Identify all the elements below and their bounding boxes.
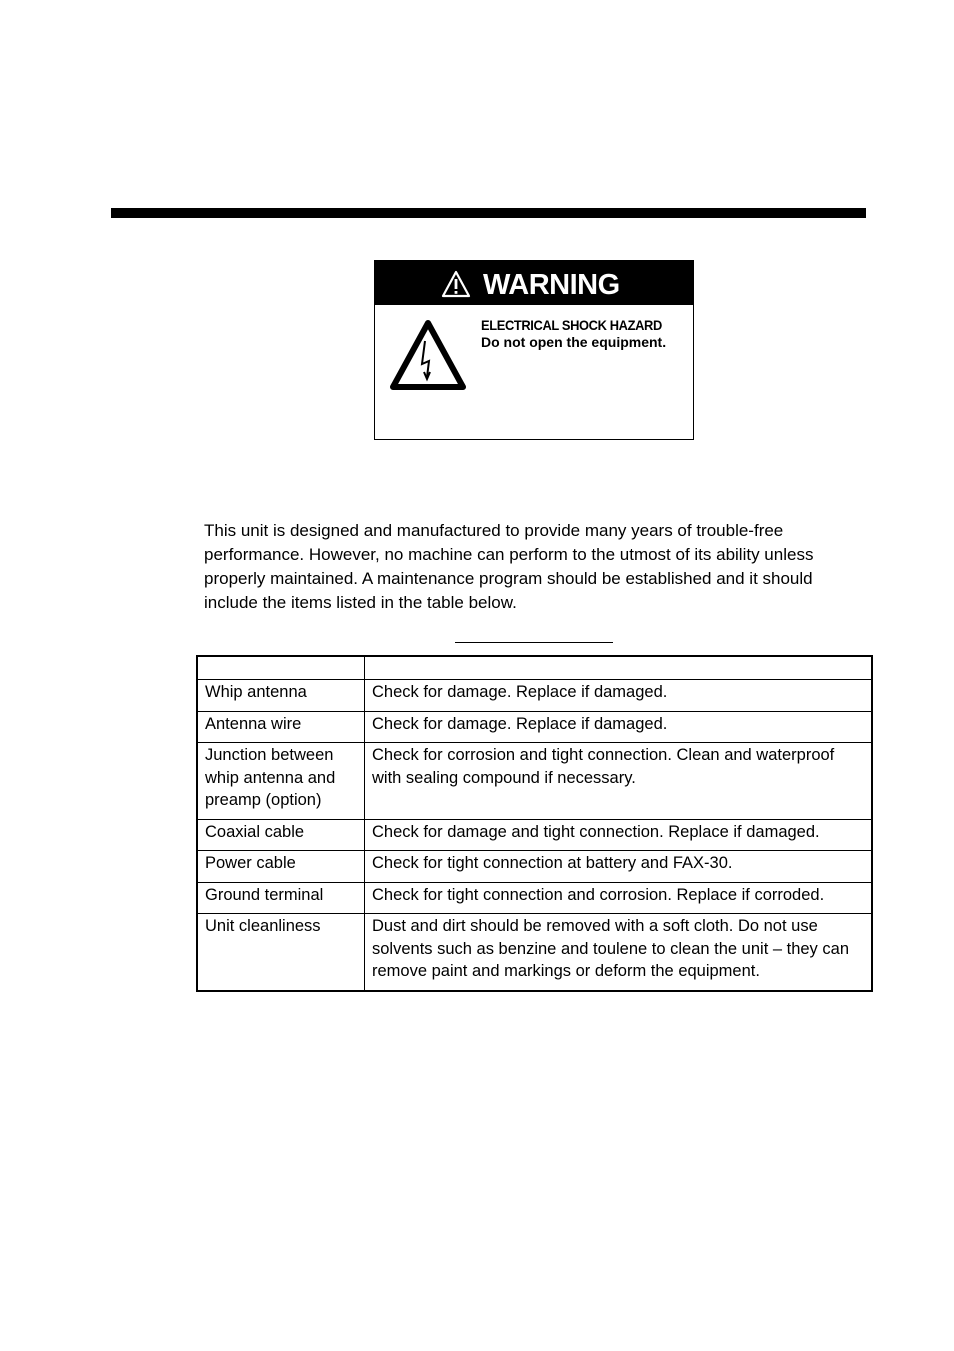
warning-message-body: Do not open the equipment. [481, 334, 667, 350]
table-row [197, 680, 872, 712]
table-cell-item: Power cable [197, 851, 365, 883]
table-row [197, 743, 872, 820]
table-row [197, 914, 872, 991]
table-cell-action: Check for damage. Replace if damaged. [365, 680, 873, 712]
warning-header [375, 261, 693, 305]
table-header-cell-item [197, 656, 365, 680]
table-cell-item: Unit cleanliness [197, 914, 365, 991]
table-header-cell-action [365, 656, 873, 680]
table-cell-action: Check for damage. Replace if damaged. [365, 711, 873, 743]
warning-triangle-icon [441, 270, 471, 298]
table-cell-item: Whip antenna [197, 680, 365, 712]
warning-header-text: WARNING [483, 269, 620, 301]
warning-message [481, 317, 678, 351]
table-cell-item: Ground terminal [197, 882, 365, 914]
maintenance-table [196, 655, 873, 992]
table-caption-underline [455, 642, 613, 643]
warning-message-title: ELECTRICAL SHOCK HAZARD [481, 317, 662, 333]
section-title-bar [111, 208, 866, 218]
table-cell-action: Check for tight connection and corrosion. Replace if corroded. [365, 882, 873, 914]
table-row [197, 819, 872, 851]
table-cell-action: Check for damage and tight connection. Replace if damaged. [365, 819, 873, 851]
table-row [197, 711, 872, 743]
table-row [197, 851, 872, 883]
table-cell-item: Antenna wire [197, 711, 365, 743]
table-cell-item: Coaxial cable [197, 819, 365, 851]
table-cell-action: Check for tight connection at battery and FAX-30. [365, 851, 873, 883]
table-cell-action: Check for corrosion and tight connection. Clean and waterproof with sealing compound if necessary. [365, 743, 873, 820]
electrical-shock-icon [389, 319, 467, 391]
table-cell-action: Dust and dirt should be removed with a soft cloth. Do not use solvents such as benzine and toulene to clean the unit – they can remove paint and markings or deform the equipment. [365, 914, 873, 991]
table-cell-item: Junction between whip antenna and preamp (option) [197, 743, 365, 820]
intro-paragraph: This unit is designed and manufactured to provide many years of trouble-free performance. However, no machine can perform to the utmost of its ability unless properly maintained. A maintenance program should be established and it should include the items listed in the table below. [204, 521, 814, 612]
table-header-row [197, 656, 872, 680]
warning-label [374, 260, 694, 440]
table-row [197, 882, 872, 914]
